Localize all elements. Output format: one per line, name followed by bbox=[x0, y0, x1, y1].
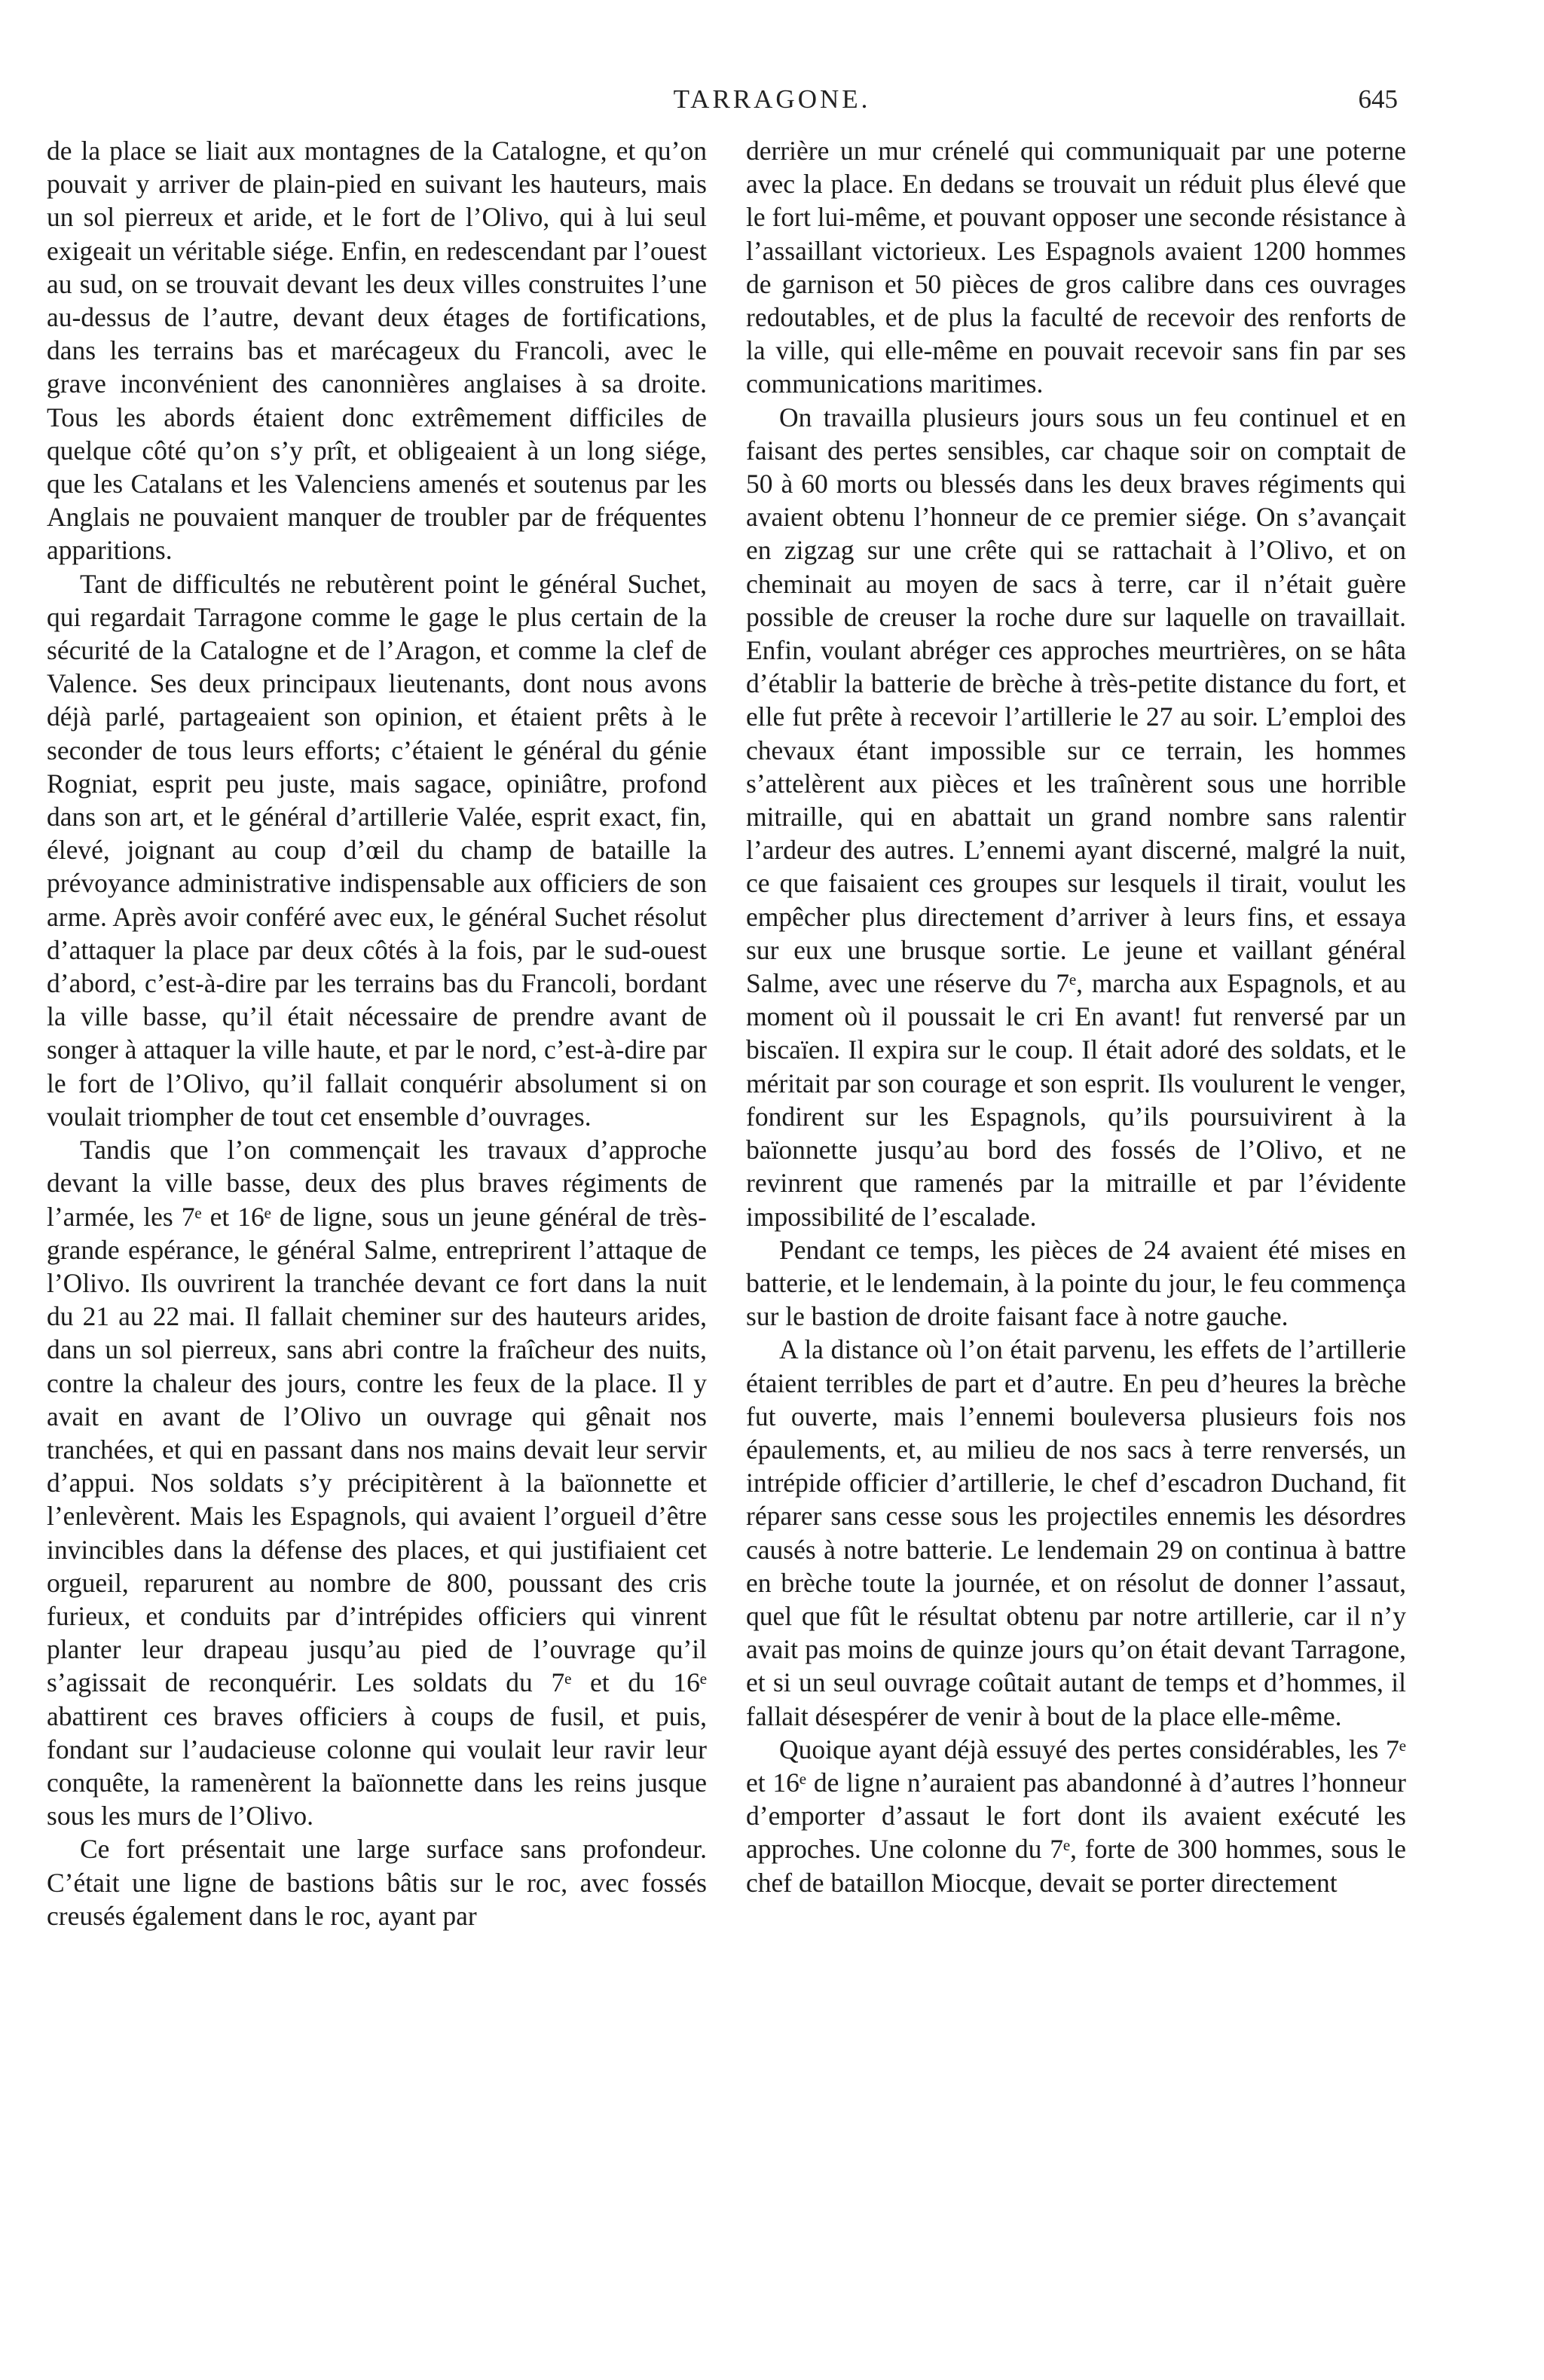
page-number: 645 bbox=[1358, 84, 1398, 114]
paragraph: Tant de difficultés ne rebutèrent point le général Suchet, qui regardait Tarragone comme le gage le plus certain de la sécurité de la Catalogne et de l’Aragon, et comme la clef de Valence. Ses deux principaux lieutenants, dont nous avons déjà parlé, partageaient son opinion, et étaient prêts à le seconder de tous leurs efforts; c’étaient le général du génie Rogniat, esprit peu juste, mais sagace, opiniâtre, profond dans son art, et le général d’artillerie Valée, esprit exact, fin, élevé, joignant au coup d’œil du champ de bataille la prévoyance administrative indispensable aux officiers de son arme. Après avoir conféré avec eux, le général Suchet résolut d’attaquer la place par deux côtés à la fois, par le sud-ouest d’abord, c’est-à-dire par les terrains bas du Francoli, bordant la ville basse, qu’il était nécessaire de prendre avant de songer à attaquer la ville haute, et par le nord, c’est-à-dire par le fort de l’Olivo, qu’il fallait conquérir absolument si on voulait triompher de tout cet ensemble d’ouvrages. bbox=[47, 568, 707, 1132]
running-header-title: TARRAGONE. bbox=[673, 84, 871, 114]
paragraph: derrière un mur crénelé qui communiquait par une poterne avec la place. En dedans se trouvait un réduit plus élevé que le fort lui-même, et pouvant opposer une seconde résistance à l’assaillant victorieux. Les Espagnols avaient 1200 hommes de garnison et 50 pièces de gros calibre dans ces ouvrages redoutables, et de plus la faculté de recevoir des renforts de la ville, qui elle-même en pouvait recevoir sans fin par ses communications maritimes. bbox=[746, 136, 1406, 399]
right-text-column bbox=[746, 134, 1406, 1899]
paragraph: Ce fort présentait une large surface sans profondeur. C’était une ligne de bastions bâtis sur le roc, avec fossés creusés également dans le roc, ayant par bbox=[47, 1834, 707, 1931]
paragraph: On travailla plusieurs jours sous un feu continuel et en faisant des pertes sensibles, car chaque soir on comptait de 50 à 60 morts ou blessés dans les deux braves régiments qui avaient obtenu l’honneur de ce premier siége. On s’avançait en zigzag sur une crête qui se rattachait à l’Olivo, et on cheminait au moyen de sacs à terre, car il n’était guère possible de creuser la roche dure sur laquelle on travaillait. Enfin, voulant abréger ces approches meurtrières, on se hâta d’établir la batterie de brèche à très-petite distance du fort, et elle fut prête à recevoir l’artillerie le 27 au soir. L’emploi des chevaux étant impossible sur ce terrain, les hommes s’attelèrent aux pièces et les traînèrent sous une horrible mitraille, qui en abattait un grand nombre sans ralentir l’ardeur des autres. L’ennemi ayant discerné, malgré la nuit, ce que faisaient ces groupes sur lesquels il tirait, voulut les empêcher plus directement d’arriver à leurs fins, et essaya sur eux une brusque sortie. Le jeune et vaillant général Salme, avec une réserve du 7ᵉ, marcha aux Espagnols, et au moment où il poussait le cri En avant! fut renversé par un biscaïen. Il expira sur le coup. Il était adoré des soldats, et le méritait par son courage et son esprit. Ils voulurent le venger, fondirent sur les Espagnols, qu’ils poursuivirent à la baïonnette jusqu’au bord des fossés de l’Olivo, et ne revinrent que ramenés par la mitraille et par l’évidente impossibilité de l’escalade. bbox=[746, 402, 1406, 1232]
paragraph: de la place se liait aux montagnes de la Catalogne, et qu’on pouvait y arriver de plain-pied en suivant les hauteurs, mais un sol pierreux et aride, et le fort de l’Olivo, qui à lui seul exigeait un véritable siége. Enfin, en redescendant par l’ouest au sud, on se trouvait devant les deux villes construites l’une au-dessus de l’autre, devant deux étages de fortifications, dans les terrains bas et marécageux du Francoli, avec le grave inconvénient des canonnières anglaises à sa droite. Tous les abords étaient donc extrêmement difficiles de quelque côté qu’on s’y prît, et obligeaient à un long siége, que les Catalans et les Valenciens amenés et soutenus par les Anglais ne pouvaient manquer de troubler par de fréquentes apparitions. bbox=[47, 136, 707, 566]
paragraph: Pendant ce temps, les pièces de 24 avaient été mises en batterie, et le lendemain, à la pointe du jour, le feu commença sur le bastion de droite faisant face à notre gauche. bbox=[746, 1234, 1406, 1332]
paragraph: Tandis que l’on commençait les travaux d’approche devant la ville basse, deux des plus braves régiments de l’armée, les 7ᵉ et 16ᵉ de ligne, sous un jeune général de très-grande espérance, le général Salme, entreprirent l’attaque de l’Olivo. Ils ouvrirent la tranchée devant ce fort dans la nuit du 21 au 22 mai. Il fallait cheminer sur des hauteurs arides, dans un sol pierreux, sans abri contre la fraîcheur des nuits, contre la chaleur des jours, contre les feux de la place. Il y avait en avant de l’Olivo un ouvrage qui gênait nos tranchées, et qui en passant dans nos mains devait leur servir d’appui. Nos soldats s’y précipitèrent à la baïonnette et l’enlevèrent. Mais les Espagnols, qui avaient l’orgueil d’être invincibles dans la défense des places, et qui justifiaient cet orgueil, reparurent au nombre de 800, poussant des cris furieux, et conduits par d’intrépides officiers qui vinrent planter leur drapeau jusqu’au pied de l’ouvrage qu’il s’agissait de reconquérir. Les soldats du 7ᵉ et du 16ᵉ abattirent ces braves officiers à coups de fusil, et puis, fondant sur l’audacieuse colonne qui voulait leur ravir leur conquête, la ramenèrent la baïonnette dans les reins jusque sous les murs de l’Olivo. bbox=[47, 1135, 707, 1832]
paragraph: A la distance où l’on était parvenu, les effets de l’artillerie étaient terribles de part et d’autre. En peu d’heures la brèche fut ouverte, mais l’ennemi bouleversa plusieurs fois nos épaulements, et, au milieu de nos sacs à terre renversés, un intrépide officier d’artillerie, le chef d’escadron Duchand, fit réparer sans cesse sous les projectiles ennemis les désordres causés à notre batterie. Le lendemain 29 on continua à battre en brèche toute la journée, et on résolut de donner l’assaut, quel que fût le résultat obtenu par notre artillerie, car il n’y avait pas moins de quinze jours qu’on était devant Tarragone, et si un seul ouvrage coûtait autant de temps et d’hommes, il fallait désespérer de venir à bout de la place elle-même. bbox=[746, 1334, 1406, 1731]
left-text-column bbox=[47, 134, 707, 1932]
paragraph: Quoique ayant déjà essuyé des pertes considérables, les 7ᵉ et 16ᵉ de ligne n’auraient pas abandonné à d’autres l’honneur d’emporter d’assaut le fort dont ils avaient exécuté les approches. Une colonne du 7ᵉ, forte de 300 hommes, sous le chef de bataillon Miocque, devait se porter directement bbox=[746, 1734, 1406, 1898]
